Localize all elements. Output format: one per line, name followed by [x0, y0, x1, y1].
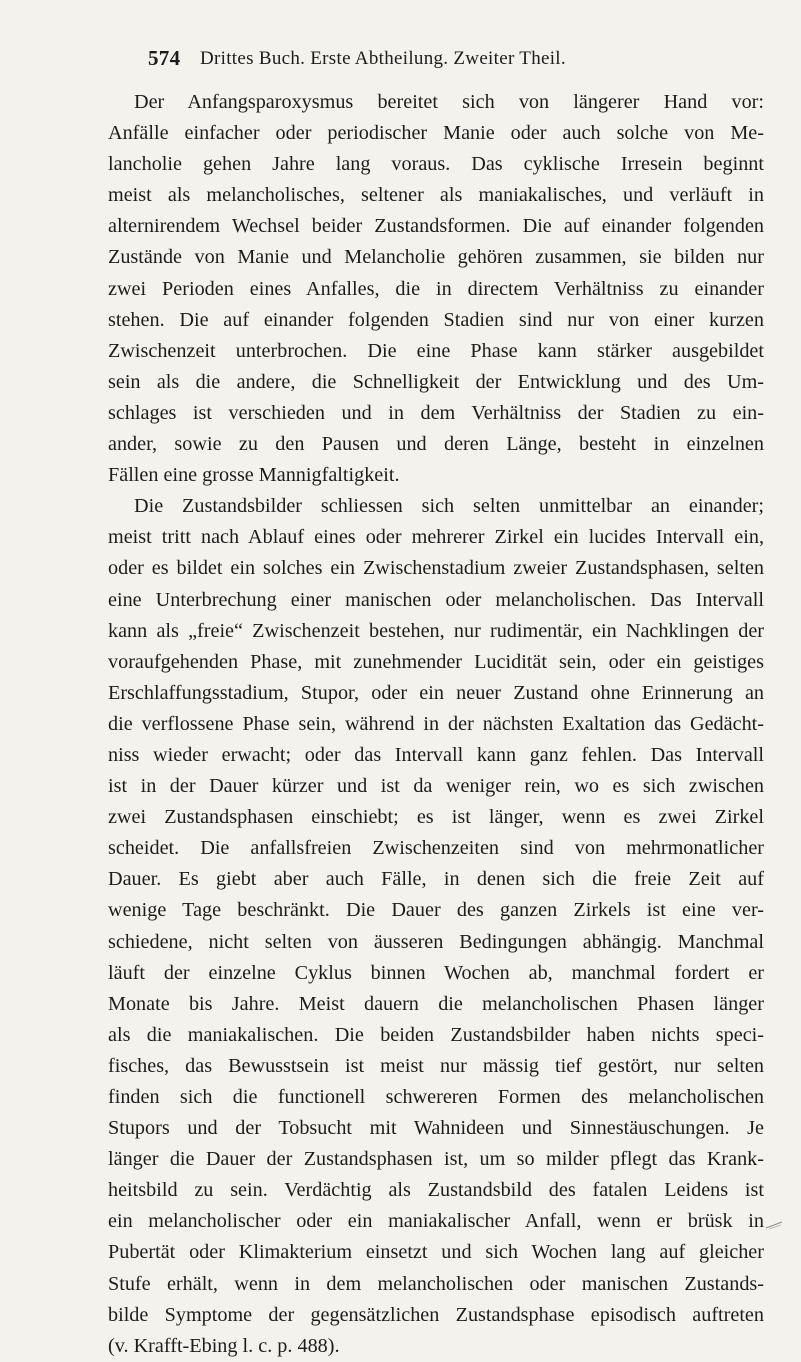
- body-text: [108, 87, 764, 1362]
- text-line: ander, sowie zu den Pausen und deren Länge, besteht in einzelnen: [108, 433, 764, 456]
- text-line: Pubertät oder Klimakterium einsetzt und sich Wochen lang auf gleicher: [108, 1241, 764, 1264]
- text-line: länger die Dauer der Zustandsphasen ist, um so milder pflegt das Krank-: [108, 1148, 764, 1171]
- text-line: Erschlaffungsstadium, Stupor, oder ein neuer Zustand ohne Erinnerung an: [108, 681, 764, 704]
- text-line: oder es bildet ein solches ein Zwischenstadium zweier Zustandsphasen, selten: [108, 557, 764, 580]
- text-line: eine Unterbrechung einer manischen oder melancholischen. Das Intervall: [108, 588, 764, 611]
- text-line: stehen. Die auf einander folgenden Stadien sind nur von einer kurzen: [108, 308, 764, 331]
- text-line: Anfälle einfacher oder periodischer Manie oder auch solche von Me-: [108, 122, 764, 145]
- text-line: die verflossene Phase sein, während in der nächsten Exaltation das Gedächt-: [108, 712, 764, 735]
- margin-mark: [765, 1220, 783, 1230]
- text-line: schiedene, nicht selten von äusseren Bedingungen abhängig. Manchmal: [108, 930, 764, 953]
- text-line: lancholie gehen Jahre lang voraus. Das cyklische Irresein beginnt: [108, 153, 764, 176]
- text-line: kann als „freie“ Zwischenzeit bestehen, nur rudimentär, ein Nachklingen der: [108, 619, 764, 642]
- text-line: Die Zustandsbilder schliessen sich selten unmittelbar an einander;: [134, 495, 764, 518]
- text-line: (v. Krafft-Ebing l. c. p. 488).: [108, 1334, 340, 1357]
- text-line: ein melancholischer oder ein maniakalischer Anfall, wenn er brüsk in: [108, 1210, 764, 1233]
- text-line: zwei Zustandsphasen einschiebt; es ist länger, wenn es zwei Zirkel: [108, 806, 764, 829]
- text-line: finden sich die functionell schwereren Formen des melancholischen: [108, 1086, 764, 1108]
- text-line: wenige Tage beschränkt. Die Dauer des ganzen Zirkels ist eine ver-: [108, 899, 764, 922]
- text-line: schlages ist verschieden und in dem Verhältniss der Stadien zu ein-: [108, 401, 764, 424]
- text-line: alternirendem Wechsel beider Zustandsformen. Die auf einander folgenden: [108, 215, 764, 238]
- text-line: niss wieder erwacht; oder das Intervall kann ganz fehlen. Das Intervall: [108, 743, 764, 766]
- text-line: meist tritt nach Ablauf eines oder mehrerer Zirkel ein lucides Intervall ein,: [108, 526, 764, 549]
- page-number: 574: [148, 46, 181, 70]
- running-head: Drittes Buch. Erste Abtheilung. Zweiter Theil.: [200, 48, 566, 69]
- text-line: Dauer. Es giebt aber auch Fälle, in denen sich die freie Zeit auf: [108, 868, 764, 891]
- text-line: als die maniakalischen. Die beiden Zustandsbilder haben nichts speci-: [108, 1023, 764, 1046]
- page-header: [148, 46, 768, 76]
- text-line: sein als die andere, die Schnelligkeit der Entwicklung und des Um-: [108, 370, 764, 393]
- text-line: ist in der Dauer kürzer und ist da weniger rein, wo es sich zwischen: [108, 775, 764, 798]
- text-line: scheidet. Die anfallsfreien Zwischenzeiten sind von mehrmonatlicher: [108, 837, 764, 860]
- text-line: voraufgehenden Phase, mit zunehmender Lucidität sein, oder ein geistiges: [108, 650, 764, 673]
- text-line: fisches, das Bewusstsein ist meist nur mässig tief gestört, nur selten: [108, 1054, 764, 1077]
- text-line: Zustände von Manie und Melancholie gehören zusammen, sie bilden nur: [108, 246, 764, 269]
- text-line: Zwischenzeit unterbrochen. Die eine Phase kann stärker ausgebildet: [108, 339, 764, 362]
- text-line: Der Anfangsparoxysmus bereitet sich von längerer Hand vor:: [134, 91, 764, 113]
- text-line: Stufe erhält, wenn in dem melancholischen oder manischen Zustands-: [108, 1272, 764, 1295]
- text-line: bilde Symptome der gegensätzlichen Zustandsphase episodisch auftreten: [108, 1303, 764, 1326]
- text-line: heitsbild zu sein. Verdächtig als Zustandsbild des fatalen Leidens ist: [108, 1179, 764, 1202]
- text-line: zwei Perioden eines Anfalles, die in directem Verhältniss zu einander: [108, 277, 764, 300]
- text-line: meist als melancholisches, seltener als maniakalisches, und verläuft in: [108, 184, 764, 207]
- text-line: läuft der einzelne Cyklus binnen Wochen ab, manchmal fordert er: [108, 961, 764, 984]
- text-line: Monate bis Jahre. Meist dauern die melancholischen Phasen länger: [108, 992, 764, 1015]
- text-line: Stupors und der Tobsucht mit Wahnideen und Sinnestäuschungen. Je: [108, 1117, 764, 1140]
- text-line: Fällen eine grosse Mannigfaltigkeit.: [108, 464, 400, 487]
